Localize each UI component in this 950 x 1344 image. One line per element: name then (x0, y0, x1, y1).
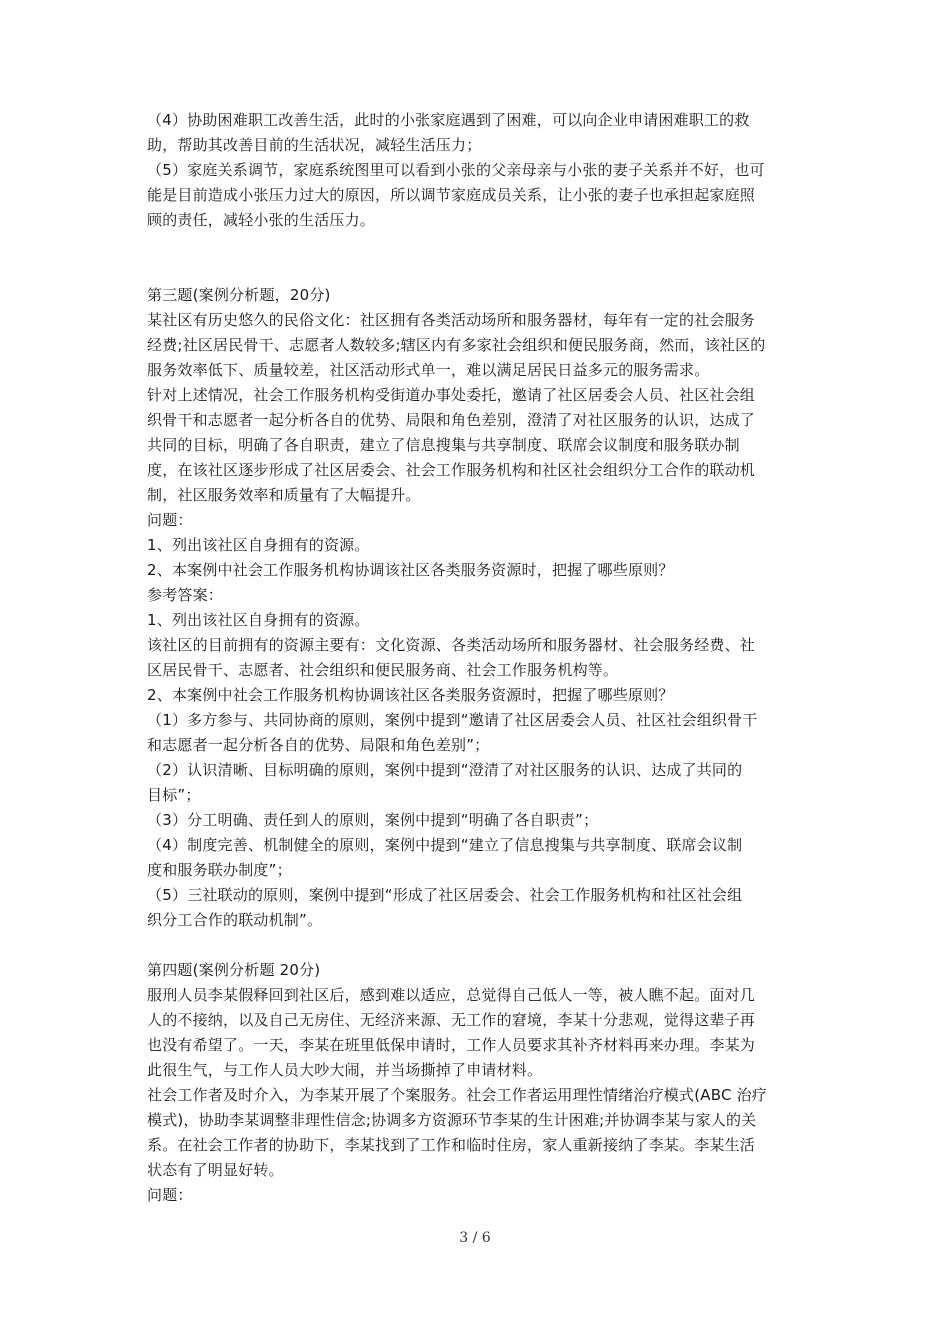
question3-case-line-7: 度，在该社区逐步形成了社区居委会、社会工作服务机构和社区社会组织分工合作的联动机 (147, 461, 756, 479)
question4-case-line-4: 此很生气，与工作人员大吵大闹，并当场撕掉了申请材料。 (147, 1061, 543, 1079)
question3-q2: 2、本案例中社会工作服务机构协调该社区各类服务资源时，把握了哪些原则？ (147, 561, 674, 579)
section2-line-5: 顾的责任，减轻小张的生活压力。 (147, 211, 376, 229)
question3-a2-line-1: （1）多方参与、共同协商的原则，案例中提到“邀请了社区居委会人员、社区社会组织骨干 (147, 711, 758, 729)
question3-a2-line-8: （5）三社联动的原则，案例中提到“形成了社区居委会、社会工作服务机构和社区社会组 (147, 886, 743, 904)
page-number: 3 / 6 (459, 1230, 491, 1246)
question3-a2-line-9: 织分工合作的联动机制”。 (147, 911, 323, 929)
question4-case-line-3: 也没有希望了。一天，李某在班里低保申请时，工作人员要求其补齐材料再来办理。李某为 (147, 1036, 756, 1054)
question3-a1-line-2: 区居民骨干、志愿者、社会组织和便民服务商、社会工作服务机构等。 (147, 661, 619, 679)
question3-a2-line-7: 度和服务联办制度”； (147, 861, 292, 879)
question4-heading: 第四题(案例分析题 20分) (147, 961, 321, 979)
question4-case-line-5: 社会工作者及时介入，为李某开展了个案服务。社会工作者运用理性情绪治疗模式(ABC 治疗 (147, 1086, 767, 1104)
question4-case-line-2: 人的不接纳，以及自己无房住、无经济来源、无工作的窘境，李某十分悲观，觉得这辈子再 (147, 1011, 756, 1029)
question3-a2-line-4: 目标”； (147, 786, 201, 804)
question4-questions-label: 问题： (147, 1186, 193, 1204)
question3-a2-line-3: （2）认识清晰、目标明确的原则，案例中提到“澄清了对社区服务的认识、达成了共同的 (147, 761, 743, 779)
question3-case-line-4: 针对上述情况，社会工作服务机构受街道办事处委托，邀请了社区居委会人员、社区社会组 (147, 386, 756, 404)
question4-case-line-7: 系。在社会工作者的协助下，李某找到了工作和临时住房，家人重新接纳了李某。李某生活 (147, 1136, 756, 1154)
question3-questions-label: 问题： (147, 511, 193, 529)
section2-line-2: 助，帮助其改善目前的生活状况，减轻生活压力； (147, 136, 482, 154)
section2-line-1: （4）协助困难职工改善生活，此时的小张家庭遇到了困难，可以向企业申请困难职工的救 (147, 111, 750, 129)
question3-a2-line-5: （3）分工明确、责任到人的原则，案例中提到“明确了各自职责”； (147, 811, 599, 829)
question4-case-line-6: 模式)，协助李某调整非理性信念;协调多方资源环节李某的生计困难;并协调李某与家人的关 (147, 1111, 757, 1129)
question4-case-line-8: 状态有了明显好转。 (147, 1161, 284, 1179)
question3-a2-title: 2、本案例中社会工作服务机构协调该社区各类服务资源时，把握了哪些原则？ (147, 686, 674, 704)
question3-a2-line-2: 和志愿者一起分析各自的优势、局限和角色差别”； (147, 736, 490, 754)
question3-case-line-3: 服务效率低下、质量较差，社区活动形式单一，难以满足居民日益多元的服务需求。 (147, 361, 710, 379)
question3-case-line-2: 经费;社区居民骨干、志愿者人数较多;辖区内有多家社会组织和便民服务商，然而，该社区的 (147, 336, 766, 354)
question3-heading: 第三题(案例分析题，20分) (147, 286, 331, 304)
question3-case-line-5: 织骨干和志愿者一起分析各自的优势、局限和角色差别，澄清了对社区服务的认识，达成了 (147, 411, 756, 429)
question3-case-line-1: 某社区有历史悠久的民俗文化：社区拥有各类活动场所和服务器材，每年有一定的社会服务 (147, 311, 756, 329)
question3-q1: 1、列出该社区自身拥有的资源。 (147, 536, 370, 554)
question3-case-line-8: 制，社区服务效率和质量有了大幅提升。 (147, 486, 421, 504)
question4-case-line-1: 服刑人员李某假释回到社区后，感到难以适应，总觉得自己低人一等，被人瞧不起。面对几 (147, 986, 756, 1004)
question3-a2-line-6: （4）制度完善、机制健全的原则，案例中提到“建立了信息搜集与共享制度、联席会议制 (147, 836, 743, 854)
question3-answer-label: 参考答案： (147, 586, 224, 604)
section2-line-3: （5）家庭关系调节，家庭系统图里可以看到小张的父亲母亲与小张的妻子关系并不好，也可 (147, 161, 765, 179)
section2-line-4: 能是目前造成小张压力过大的原因，所以调节家庭成员关系，让小张的妻子也承担起家庭照 (147, 186, 756, 204)
question3-case-line-6: 共同的目标，明确了各自职责，建立了信息搜集与共享制度、联席会议制度和服务联办制 (147, 436, 740, 454)
question3-a1-line-1: 该社区的目前拥有的资源主要有：文化资源、各类活动场所和服务器材、社会服务经费、社 (147, 636, 756, 654)
question3-a1-title: 1、列出该社区自身拥有的资源。 (147, 611, 370, 629)
